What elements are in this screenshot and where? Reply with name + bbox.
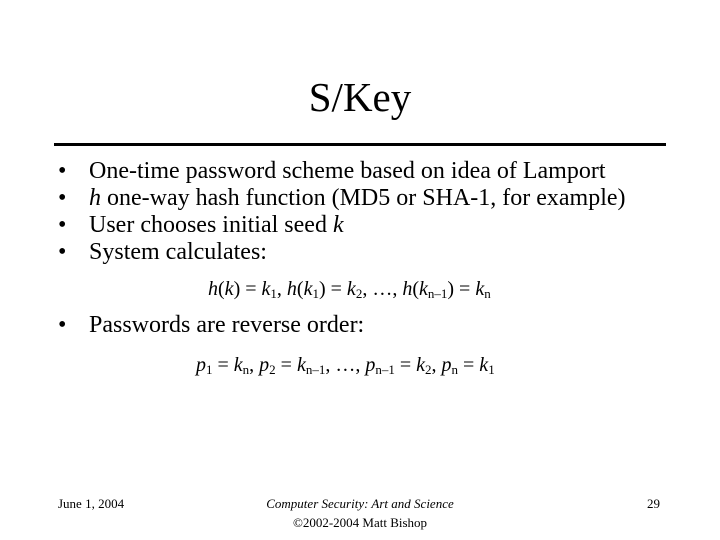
bullet-item-5: [58, 312, 658, 339]
bullet-text: System calculates:: [89, 239, 267, 265]
bullet-list: [58, 158, 658, 378]
title-divider: [54, 143, 666, 146]
bullet-text: User chooses initial seed: [89, 212, 333, 238]
bullet-item-1: [58, 158, 658, 185]
bullet-text: one-way hash function (MD5 or SHA-1, for example): [101, 185, 626, 211]
bullet-text: One-time password scheme based on idea of Lamport: [89, 158, 606, 184]
course-title: Computer Security: Art and Science: [266, 496, 454, 511]
copyright: ©2002-2004 Matt Bishop: [292, 515, 428, 530]
bullet-item-4: [58, 239, 658, 266]
bullet-item-2: [58, 185, 658, 212]
footer-course: [200, 494, 520, 532]
bullet-icon: •: [58, 185, 67, 211]
password-order-equation: $p_1 = k_n$, $p_2 = k_{n-1}$, …, $p_{n-1} = k_2$, $p_n = k_1$: [196, 354, 495, 377]
hash-chain-equation: $h(k) = k_1$, $h(k_1) = k_2$, …, $h(k_{n-1}) = k_n$: [208, 278, 491, 301]
bullet-icon: •: [58, 158, 67, 184]
bullet-icon: •: [58, 212, 67, 238]
bullet-text: Passwords are reverse order:: [89, 312, 365, 338]
bullet-icon: •: [58, 312, 67, 338]
slide-title: S/Key: [308, 74, 412, 120]
bullet-item-3: [58, 212, 658, 239]
footer-date: June 1, 2004: [58, 496, 125, 511]
seed-symbol: k: [332, 212, 344, 238]
bullet-icon: •: [58, 239, 67, 265]
hash-symbol: h: [89, 185, 101, 211]
page-number: 29: [647, 496, 660, 511]
